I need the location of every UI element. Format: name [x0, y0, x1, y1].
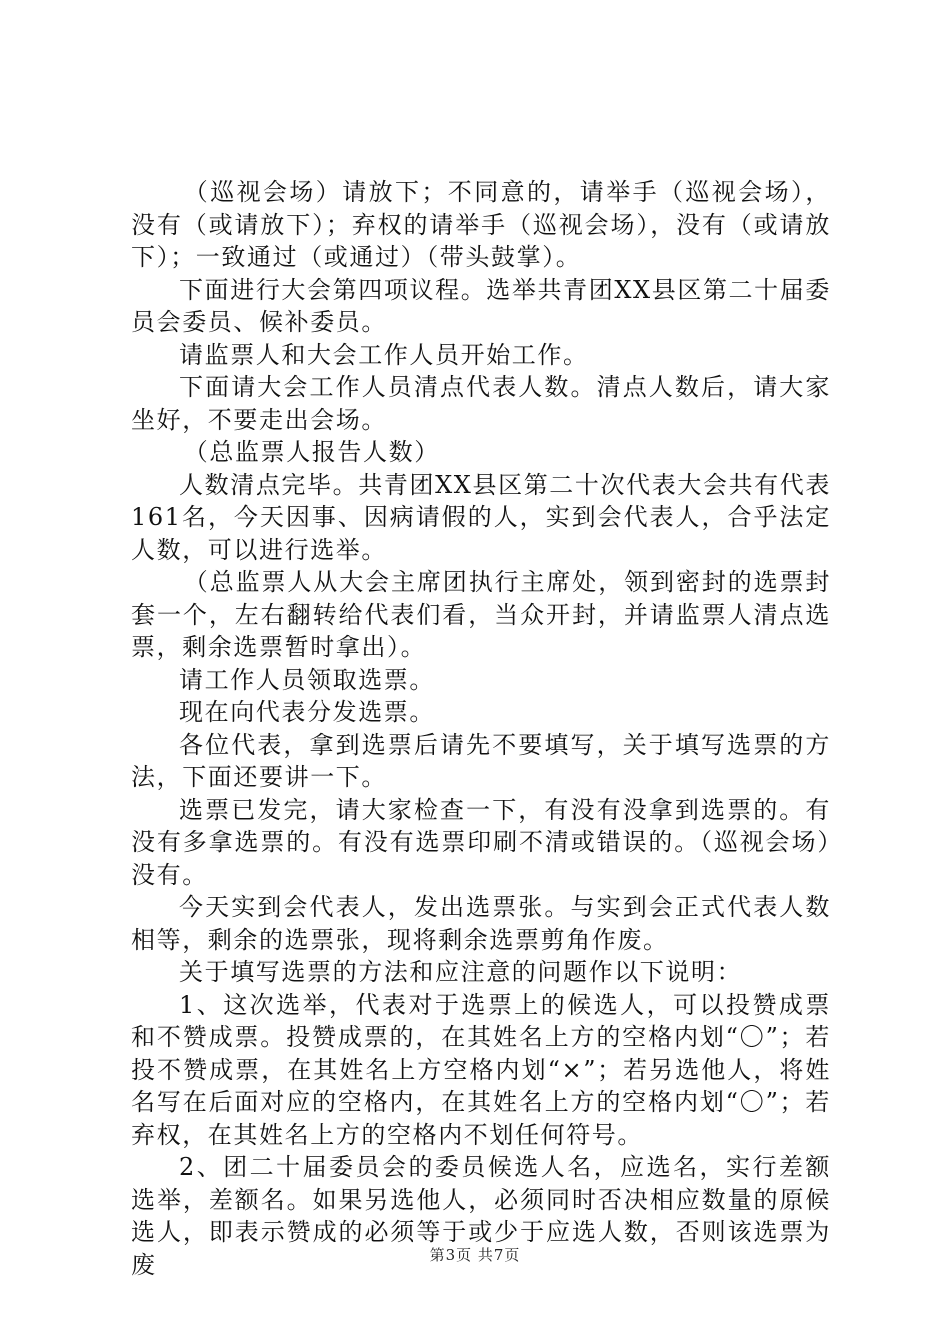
paragraph: 关于填写选票的方法和应注意的问题作以下说明： [179, 958, 743, 986]
paragraph: （巡视会场）请放下；不同意的，请举手（巡视会场），没有（或请放下）；弃权的请举手（巡视会场），没有（或请放下）；一致通过（或通过）（带头鼓掌）。 [131, 178, 831, 271]
paragraph: 今天实到会代表人，发出选票张。与实到会正式代表人数相等，剩余的选票张，现将剩余选票剪角作废。 [131, 893, 831, 954]
paragraph: 下面进行大会第四项议程。选举共青团XX县区第二十届委员会委员、候补委员。 [131, 275, 831, 336]
paragraph: 各位代表，拿到选票后请先不要填写，关于填写选票的方法，下面还要讲一下。 [131, 730, 831, 791]
paragraph: 现在向代表分发选票。 [179, 698, 435, 726]
paragraph: 请工作人员领取选票。 [179, 665, 435, 694]
paragraph: 1、这次选举，代表对于选票上的候选人，可以投赞成票和不赞成票。投赞成票的，在其姓名上方的空格内划“〇”；若投不赞成票，在其姓名上方空格内划“×”；若另选他人，将姓名写在后面对应的空格内，在其姓名上方的空格内划“〇”；若弃权，在其姓名上方的空格内不划任何符号。 [131, 990, 831, 1149]
document-body [131, 176, 831, 1281]
paragraph: （总监票人从大会主席团执行主席处，领到密封的选票封套一个，左右翻转给代表们看，当众开封，并请监票人清点选票，剩余选票暂时拿出）。 [131, 568, 831, 661]
paragraph: 2、团二十届委员会的委员候选人名，应选名，实行差额选举，差额名。如果另选他人，必须同时否决相应数量的原候选人，即表示赞成的必须等于或少于应选人数，否则该选票为废 [131, 1153, 831, 1279]
paragraph: 选票已发完，请大家检查一下，有没有没拿到选票的。有没有多拿选票的。有没有选票印刷不清或错误的。（巡视会场）没有。 [131, 795, 831, 889]
paragraph: （总监票人报告人数） [183, 438, 440, 466]
paragraph: 人数清点完毕。共青团XX县区第二十次代表大会共有代表161名，今天因事、因病请假的人，实到会代表人，合乎法定人数，可以进行选举。 [131, 470, 831, 564]
paragraph: 下面请大会工作人员清点代表人数。清点人数后，请大家坐好，不要走出会场。 [131, 373, 831, 434]
paragraph: 请监票人和大会工作人员开始工作。 [179, 340, 589, 369]
page-number-footer: 第3页 共7页 [429, 1246, 521, 1264]
